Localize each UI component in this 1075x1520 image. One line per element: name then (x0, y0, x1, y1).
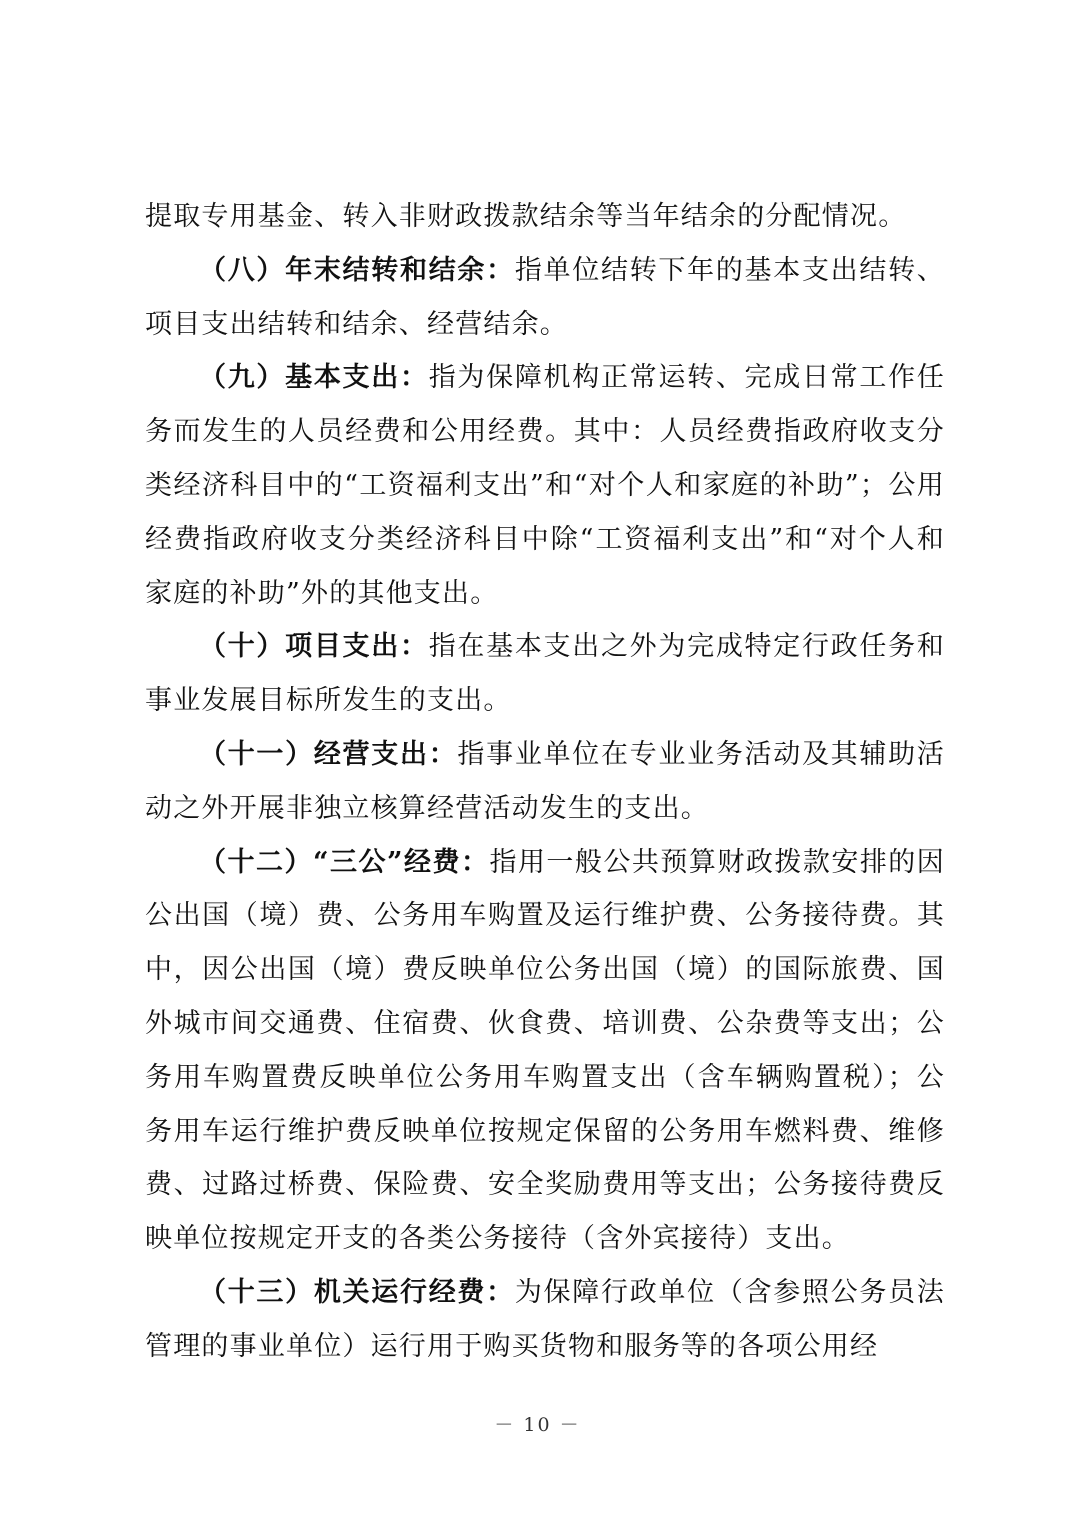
paragraph-text: 为保障行政单位（含参照公务员法管理的事业单位）运行用于购买货物和服务等的各项公用经 (145, 1276, 946, 1362)
term-heading: （九）基本支出： (199, 362, 429, 394)
paragraph-continuation (145, 190, 945, 244)
paragraph-three-public-expenses (145, 836, 945, 1266)
paragraph-basic-expenditure (145, 351, 945, 620)
paragraph-agency-operating-expenses (145, 1266, 945, 1374)
paragraph-text: 指用一般公共预算财政拨款安排的因公出国（境）费、公务用车购置及运行维护费、公务接待费。其中，因公出国（境）费反映单位公务出国（境）的国际旅费、国外城市间交通费、住宿费、伙食费、培训费、公杂费等支出；公务用车购置费反映单位公务用车购置支出（含车辆购置税）；公务用车运行维护费反映单位按规定保留的公务用车燃料费、维修费、过路过桥费、保险费、安全奖励费用等支出；公务接待费反映单位按规定开支的各类公务接待（含外宾接待）支出。 (145, 846, 945, 1255)
term-heading: （十）项目支出： (199, 631, 429, 663)
paragraph-text: 指为保障机构正常运转、完成日常工作任务而发生的人员经费和公用经费。其中：人员经费指政府收支分类经济科目中的“工资福利支出”和“对个人和家庭的补助”；公用经费指政府收支分类经济科目中除“工资福利支出”和“对个人和家庭的补助”外的其他支出。 (145, 362, 945, 609)
paragraph-text: 提取专用基金、转入非财政拨款结余等当年结余的分配情况。 (145, 201, 907, 232)
paragraph-year-end-carryover (145, 244, 945, 352)
paragraph-text: 指单位结转下年的基本支出结转、项目支出结转和结余、经营结余。 (145, 254, 946, 340)
page-number: － 10 － (494, 1414, 581, 1436)
term-heading: （十一）经营支出： (199, 738, 458, 770)
term-heading: （八）年末结转和结余： (199, 254, 515, 286)
document-body (145, 190, 945, 1374)
paragraph-project-expenditure (145, 620, 945, 728)
paragraph-operating-expenditure (145, 728, 945, 836)
paragraph-text: 指在基本支出之外为完成特定行政任务和事业发展目标所发生的支出。 (145, 631, 945, 717)
paragraph-text: 指事业单位在专业业务活动及其辅助活动之外开展非独立核算经营活动发生的支出。 (145, 738, 945, 824)
term-heading: （十二）“三公”经费： (199, 846, 490, 878)
term-heading: （十三）机关运行经费： (199, 1276, 515, 1308)
